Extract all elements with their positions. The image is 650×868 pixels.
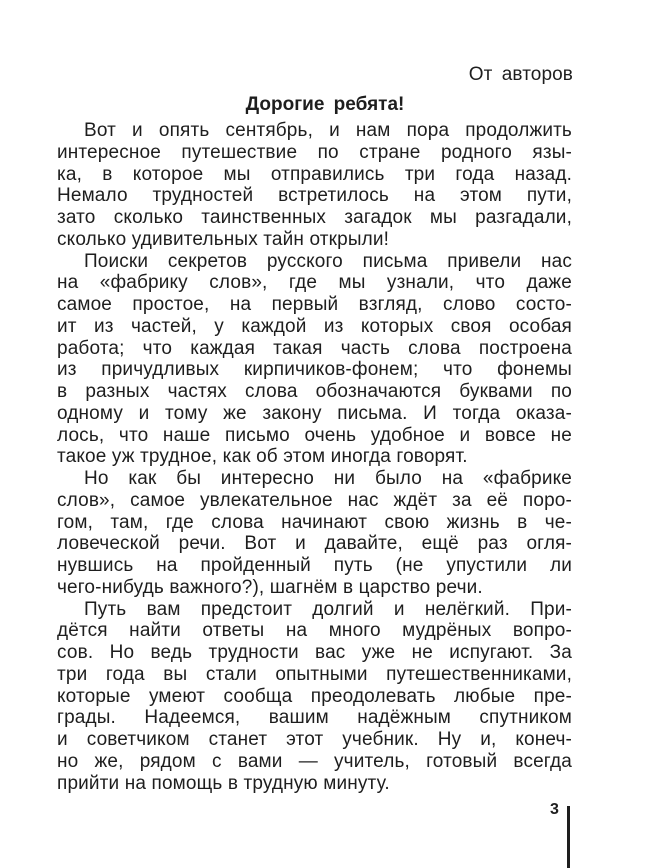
paragraph-3 — [57, 468, 572, 599]
text-line: Немало трудностей встретилось на этом пути, — [57, 185, 572, 207]
text-line: которые умеют сообща преодолевать любые пре- — [57, 685, 572, 707]
text-line: Вот и опять сентябрь, и нам пора продолжить — [84, 120, 572, 141]
paragraph-2 — [57, 251, 572, 469]
text-line: такое уж трудное, как об этом иногда говорят. — [57, 446, 468, 468]
text-line: зато сколько таинственных загадок мы разгадали, — [57, 207, 572, 228]
text-line: грады. Надеемся, вашим надёжным спутником — [57, 707, 572, 729]
text-line: Путь вам предстоит долгий и нелёгкий. При- — [84, 598, 572, 620]
text-line: но же, рядом с вами — учитель, готовый всегда — [57, 750, 572, 772]
text-line: слов», самое увлекательное нас ждёт за её поро- — [57, 489, 572, 511]
text-line: ка, в которое мы отправились три года назад. — [57, 163, 572, 185]
paragraph-4 — [57, 599, 572, 795]
text-line: ит из частей, у каждой из которых своя особая — [57, 315, 572, 337]
paragraph-1 — [57, 120, 572, 251]
text-line: в разных частях слова обозначаются буквами по — [57, 381, 572, 402]
text-line: одному и тому же закону письма. И тогда оказа- — [57, 402, 572, 424]
text-line: на «фабрику слов», где мы узнали, что даже — [57, 272, 572, 294]
text-line: Но как бы интересно ни было на «фабрике — [84, 468, 572, 489]
page-number: 3 — [550, 801, 559, 818]
body-text — [57, 120, 572, 794]
text-line: Поиски секретов русского письма привели нас — [84, 250, 572, 272]
text-line: дётся найти ответы на много мудрёных вопро- — [57, 620, 572, 642]
text-line: чего-нибудь важного?), шагнём в царство речи. — [57, 576, 483, 598]
page-title: Дорогие ребята! — [245, 94, 405, 115]
page-edge-bar — [567, 806, 570, 868]
text-line: ловеческой речи. Вот и давайте, ещё раз огля- — [57, 533, 572, 555]
text-line: три года вы стали опытными путешественниками, — [57, 663, 572, 685]
text-line: самое простое, на первый взгляд, слово состо- — [57, 294, 572, 315]
text-line: нувшись на пройденный путь (не упустили ли — [57, 555, 572, 576]
text-line: из причудливых кирпичиков-фонем; что фонемы — [57, 359, 572, 381]
running-head: От авторов — [468, 64, 573, 85]
text-line: интересное путешествие по стране родного язы- — [57, 141, 572, 163]
text-line: и советчиком станет этот учебник. Ну и, конеч- — [57, 729, 572, 750]
text-line: сколько удивительных тайн открыли! — [57, 228, 390, 250]
text-line: гом, там, где слова начинают свою жизнь в че- — [57, 511, 572, 533]
text-line: прийти на помощь в трудную минуту. — [57, 772, 390, 794]
text-line: лось, что наше письмо очень удобное и вовсе не — [57, 424, 572, 446]
text-line: работа; что каждая такая часть слова построена — [57, 337, 572, 359]
text-line: сов. Но ведь трудности вас уже не испугают. За — [57, 642, 572, 663]
